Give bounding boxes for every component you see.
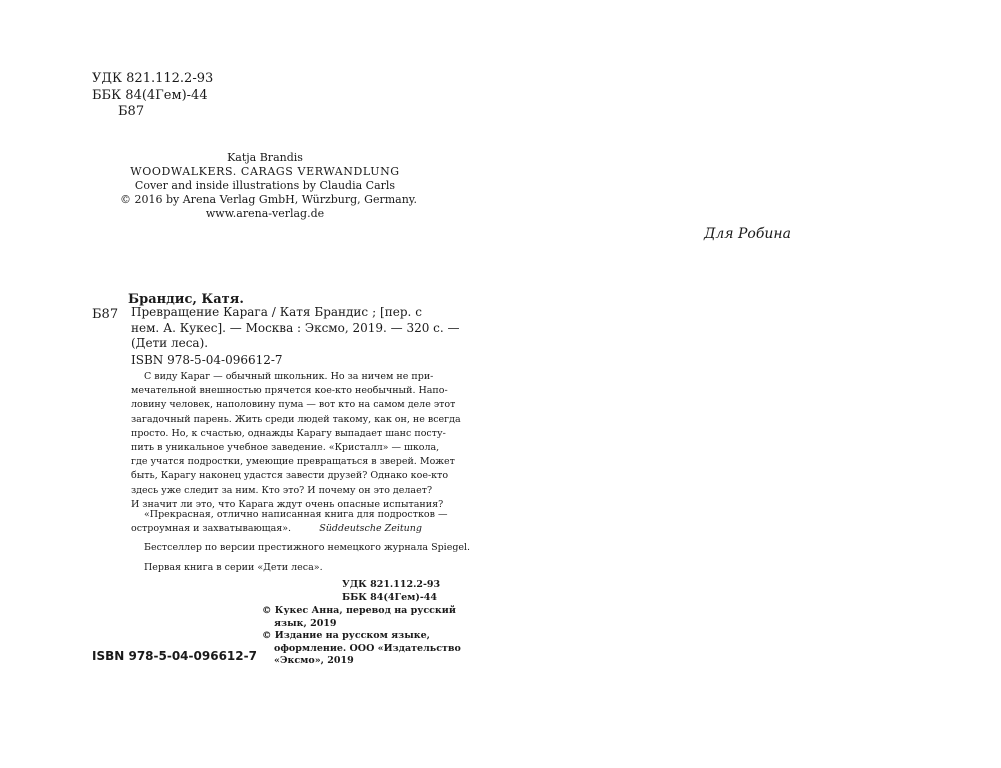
author-mark: Б87 <box>118 104 145 119</box>
description-line: (Дети леса). <box>131 336 209 350</box>
annotation-line: быть, Карагу наконец удастся завести друзей? Однако кое-кто <box>131 470 449 482</box>
bestseller-note: Бестселлер по версии престижного немецкого журнала Spiegel. <box>144 542 471 553</box>
annotation-line: где учатся подростки, умеющие превращаться в зверей. Может <box>131 456 455 468</box>
illustration-credit: Cover and inside illustrations by Claudia Carls <box>134 179 396 192</box>
catalog-codes <box>92 71 213 121</box>
card-author: Брандис, Катя. <box>128 292 244 307</box>
annotation-line: ловину человек, наполовину пума — вот кто на самом деле этот <box>131 399 456 411</box>
annotation-line: С виду Караг — обычный школьник. Но за ничем не при- <box>144 371 434 382</box>
udk-code: УДК 821.112.2-93 <box>92 71 214 86</box>
annotation <box>131 370 461 512</box>
annotation-line: загадочный парень. Жить среди людей такому, как он, не всегда <box>131 413 461 425</box>
bibliographic-description <box>131 305 460 352</box>
original-title: WOODWALKERS. CARAGS VERWANDLUNG <box>130 165 400 178</box>
bbk-code-bottom: ББК 84(4Гем)-44 <box>342 592 438 603</box>
annotation-line: здесь уже следит за ним. Кто это? И почему он это делает? <box>131 484 433 496</box>
quote-source: Süddeutsche Zeitung <box>319 523 422 534</box>
original-copyright: © 2016 by Arena Verlag GmbH, Würzburg, Germany. <box>120 193 418 206</box>
press-quote <box>131 508 448 536</box>
annotation-line: пить в уникальное учебное заведение. «Кристалл» — школа, <box>131 442 440 454</box>
annotation-line: мечательной внешностью прячется кое-кто необычный. Напо- <box>131 385 448 397</box>
edition-copyright-cont: «Эксмо», 2019 <box>274 655 354 666</box>
annotation-line: И значит ли это, что Карага ждут очень опасные испытания? <box>131 498 444 510</box>
isbn-bottom: ISBN 978-5-04-096612-7 <box>92 649 257 663</box>
annotation-line: просто. Но, к счастью, однажды Карагу выпадает шанс посту- <box>131 427 446 439</box>
quote-line: «Прекрасная, отлично написанная книга для подростков — <box>144 509 448 520</box>
dedication: Для Робина <box>704 226 791 242</box>
edition-copyright: © Издание на русском языке, <box>262 630 430 641</box>
original-edition-block <box>120 151 418 221</box>
bbk-code: ББК 84(4Гем)-44 <box>92 87 208 103</box>
edition-copyright-cont: оформление. ООО «Издательство <box>274 642 461 654</box>
card-isbn: ISBN 978-5-04-096612-7 <box>131 353 283 367</box>
series-note: Первая книга в серии «Дети леса». <box>144 562 323 573</box>
translation-copyright: © Кукес Анна, перевод на русский <box>262 605 456 616</box>
description-line: Превращение Карага / Катя Брандис ; [пер. с <box>131 305 422 319</box>
right-page <box>500 0 1001 768</box>
left-page <box>0 0 500 768</box>
translation-copyright-cont: язык, 2019 <box>274 617 337 629</box>
description-line: нем. А. Кукес]. — Москва : Эксмо, 2019. — 320 с. — <box>131 320 460 335</box>
bottom-catalog-codes <box>342 578 440 604</box>
quote-line: остроумная и захватывающая». <box>131 523 292 534</box>
card-author-mark: Б87 <box>92 307 119 322</box>
original-author: Katja Brandis <box>227 151 303 164</box>
copyright-block <box>262 605 461 668</box>
udk-code-bottom: УДК 821.112.2-93 <box>342 579 441 590</box>
publisher-website: www.arena-verlag.de <box>205 207 325 220</box>
